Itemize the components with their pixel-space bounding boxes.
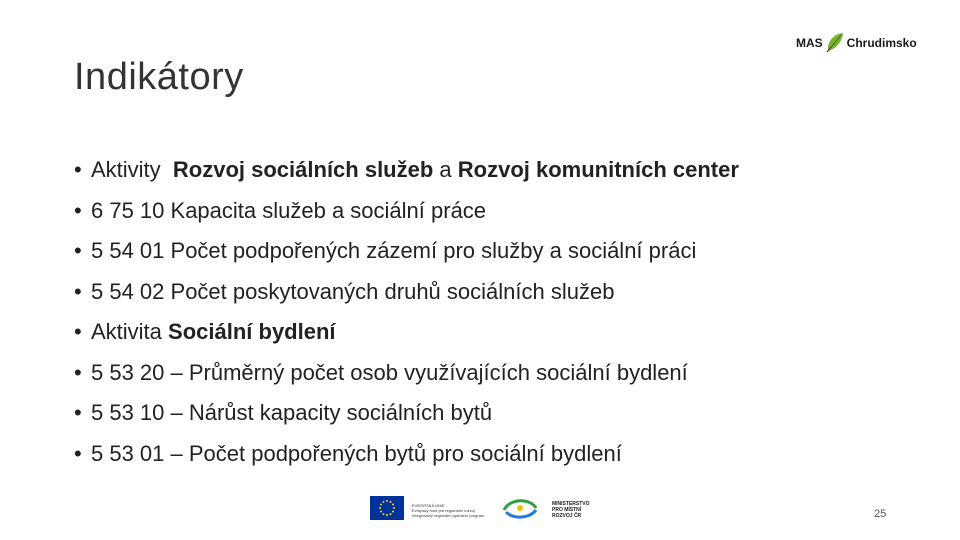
ministry-line: MINISTERSTVO xyxy=(552,501,590,507)
eu-caption-line: EVROPSKÁ UNIE xyxy=(412,502,445,508)
bullet-icon: • xyxy=(74,359,82,385)
item-text: 5 53 01 – Počet podpořených bytů pro sociální bydlení xyxy=(91,440,622,466)
eu-caption xyxy=(412,503,492,518)
bullet-icon: • xyxy=(74,400,82,425)
item-text: 5 54 02 Počet poskytovaných druhů sociálních služeb xyxy=(91,278,615,304)
ministry-line: ROZVOJ ČR xyxy=(552,513,582,519)
eu-caption-line: Integrovaný regionální operační program xyxy=(412,512,485,518)
page-number: 25 xyxy=(874,508,887,520)
list-item xyxy=(74,312,739,353)
bullet-icon: • xyxy=(74,238,82,263)
irop-logo-icon xyxy=(500,496,540,525)
mas-chrudimsko-logo xyxy=(796,30,917,56)
bullet-icon: • xyxy=(74,440,82,466)
logo-text-chrudimsko: Chrudimsko xyxy=(846,36,917,50)
item-text: 6 75 10 Kapacita služeb a sociální práce xyxy=(91,197,487,223)
bullet-icon: • xyxy=(74,197,82,223)
bullet-icon: • xyxy=(74,157,82,182)
bullet-icon: • xyxy=(74,319,82,344)
bullet-icon: • xyxy=(74,278,82,304)
item-bold-text: Sociální bydlení xyxy=(168,319,336,344)
item-text: Aktivita xyxy=(91,319,169,344)
item-text: Aktivity xyxy=(91,157,173,182)
footer-logos xyxy=(370,496,590,524)
list-item xyxy=(74,150,739,191)
item-text: 5 53 20 – Průměrný počet osob využívajících sociální bydlení xyxy=(91,359,688,385)
leaf-icon xyxy=(825,31,845,56)
item-text: a xyxy=(433,157,458,182)
item-bold-text: Rozvoj sociálních služeb xyxy=(172,157,434,182)
ministry-line: PRO MÍSTNÍ xyxy=(552,507,582,513)
list-item xyxy=(74,231,739,272)
ministry-logo xyxy=(552,501,590,519)
item-text: 5 53 10 – Nárůst kapacity sociálních bytů xyxy=(91,400,493,425)
list-item xyxy=(74,393,739,434)
item-text: 5 54 01 Počet podpořených zázemí pro služby a sociální práci xyxy=(91,238,697,263)
list-item xyxy=(74,434,739,475)
eu-flag-icon xyxy=(370,496,404,525)
indicator-list xyxy=(74,150,739,474)
slide-title: Indikátory xyxy=(74,56,244,98)
eu-caption-line: Evropský fond pro regionální rozvoj xyxy=(412,507,475,513)
list-item xyxy=(74,191,739,232)
list-item xyxy=(74,353,739,394)
item-bold-text: Rozvoj komunitních center xyxy=(457,157,739,182)
list-item xyxy=(74,272,739,313)
logo-text-mas: MAS xyxy=(796,36,823,50)
